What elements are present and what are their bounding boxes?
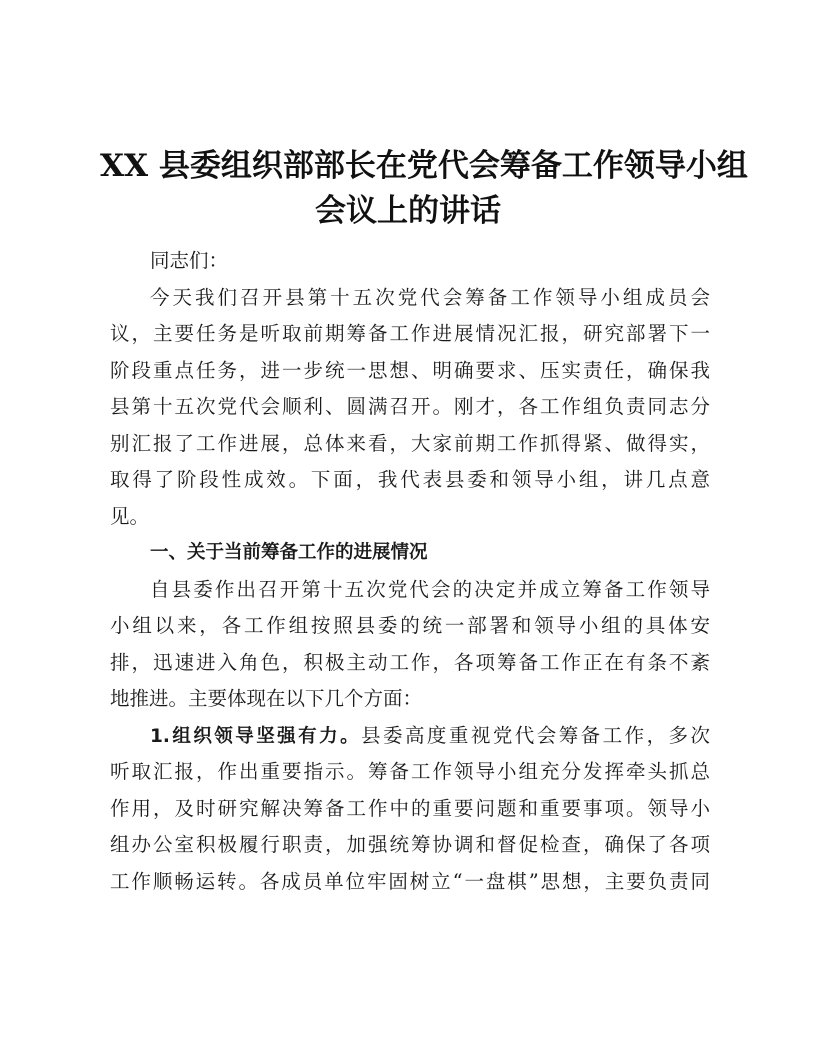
salutation: 同志们： <box>150 249 229 272</box>
document-title-line-1: XX 县委组织部部长在党代会筹备工作领导小组 <box>100 148 748 184</box>
paragraph-line: 地推进。主要体现在以下几个方面： <box>110 687 423 710</box>
paragraph-line: 见。 <box>110 504 150 528</box>
paragraph-line: 今天我们召开县第十五次党代会筹备工作领导小组成员会 <box>150 285 710 309</box>
paragraph-line: 组办公室积极履行职责，加强统筹协调和督促检查，确保了各项 <box>110 833 710 856</box>
paragraph-line: 排，迅速进入角色，积极主动工作，各项筹备工作正在有条不紊 <box>110 650 710 674</box>
document-body <box>110 243 710 900</box>
subsection-lead: 1.组织领导坚强有力。 <box>150 725 362 747</box>
paragraph-line: 工作顺畅运转。各成员单位牢固树立“一盘棋”思想，主要负责同 <box>110 869 710 893</box>
paragraph-line: 听取汇报，作出重要指示。筹备工作领导小组充分发挥牵头抓总 <box>110 760 710 783</box>
paragraph-line: 作用，及时研究解决筹备工作中的重要问题和重要事项。领导小 <box>110 796 710 820</box>
paragraph-line: 议，主要任务是听取前期筹备工作进展情况汇报，研究部署下一 <box>110 322 710 345</box>
paragraph-line: 县第十五次党代会顺利、圆满召开。刚才，各工作组负责同志分 <box>110 395 710 418</box>
paragraph-line <box>110 718 710 755</box>
section-heading: 一、关于当前筹备工作的进展情况 <box>150 542 428 563</box>
paragraph-line: 取得了阶段性成效。下面，我代表县委和领导小组，讲几点意 <box>110 468 710 491</box>
document-title-line-2: 会议上的讲话 <box>315 193 501 229</box>
paragraph-line: 别汇报了工作进展，总体来看，大家前期工作抓得紧、做得实， <box>110 431 710 455</box>
paragraph-line: 小组以来，各工作组按照县委的统一部署和领导小组的具体安 <box>110 614 710 637</box>
paragraph-line: 自县委作出召开第十五次党代会的决定并成立筹备工作领导 <box>150 577 710 601</box>
paragraph-line: 阶段重点任务，进一步统一思想、明确要求、压实责任，确保我 <box>110 358 710 382</box>
paragraph-text: 县委高度重视党代会筹备工作，多次 <box>361 723 710 747</box>
